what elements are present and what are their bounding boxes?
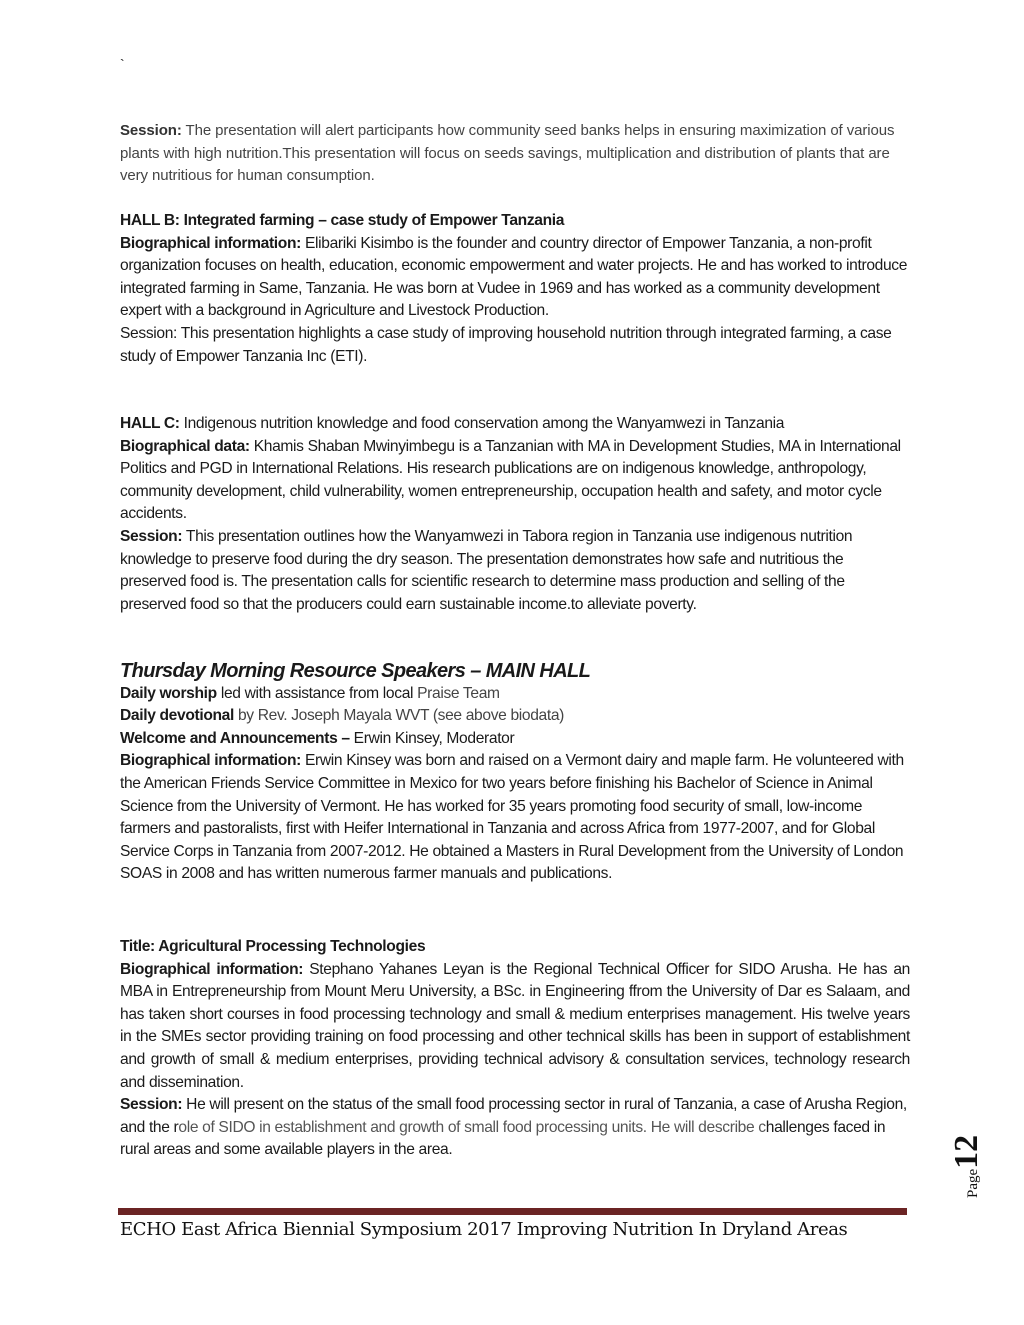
hall-c-session xyxy=(120,526,910,616)
heading-label: HALL C: xyxy=(120,415,180,432)
welcome-text: Erwin Kinsey, Moderator xyxy=(349,729,515,747)
bio-text: Khamis Shaban Mwinyimbegu is a Tanzanian with MA in Development Studies, MA in International Politics and PGD in International Relations. His research publications are on indigenous knowledge, anthropology, community development, child vulnerability, women entrepreneurship, occupation health and safety, and motor cycle accidents. xyxy=(120,437,901,523)
session-text: The presentation will alert participants how community seed banks helps in ensuring maximization of various plants with high nutrition.This presentation will focus on seeds savings, multiplication and distribution of plants that are very nutritious for human consumption. xyxy=(120,122,895,185)
hall-b-section xyxy=(120,210,910,368)
devotional-label: Daily devotional xyxy=(120,707,234,725)
hall-c-heading xyxy=(120,413,910,436)
hall-b-heading: HALL B: Integrated farming – case study of Empower Tanzania xyxy=(120,212,565,229)
bio-text: Elibariki Kisimbo is the founder and country director of Empower Tanzania, a non-profit organization focuses on health, education, economic empowerment and water projects. He and has worked to introduce integrated farming in Same, Tanzania. He was born at Vudee in 1969 and has worked as a community development expert with a background in Agriculture and Livestock Production. xyxy=(120,234,908,320)
agri-section xyxy=(120,936,910,1162)
page-number xyxy=(948,1135,986,1198)
daily-worship xyxy=(120,683,910,706)
bio-label: Biographical information: xyxy=(120,752,301,770)
session-text-1: He will present on the status of the small food processing sector in rural of Tanzania, a case of Arusha Region, and the r xyxy=(120,1096,907,1136)
session-text-3: hallenges faced in rural areas and some available players in the area. xyxy=(120,1118,886,1159)
hall-b-session: Session: This presentation highlights a case study of improving household nutrition through integrated farming, a case study of Empower Tanzania Inc (ETI). xyxy=(120,324,892,365)
thursday-section xyxy=(120,660,910,886)
footer-divider xyxy=(118,1208,907,1215)
hall-c-section xyxy=(120,413,910,616)
bio-label: Biographical information: xyxy=(120,234,301,252)
worship-label: Daily worship xyxy=(120,684,217,702)
leyan-bio xyxy=(120,959,910,1095)
hall-c-bio xyxy=(120,436,910,526)
welcome xyxy=(120,728,910,751)
session-label: Session: xyxy=(120,122,182,139)
session-text: This presentation outlines how the Wanyamwezi in Tabora region in Tanzania use indigenous nutrition knowledge to preserve food during the dry season. The presentation demonstrates how safe and nutritious the preserved food is. The presentation calls for scientific research to determine mass production and selling of the preserved food so that the producers could earn sustainable income.to alleviate poverty. xyxy=(120,527,853,613)
stray-mark: ` xyxy=(120,56,125,72)
kinsey-bio xyxy=(120,750,910,886)
worship-team: Praise Team xyxy=(413,684,500,702)
bio-label: Biographical data: xyxy=(120,437,250,455)
agri-title: Title: Agricultural Processing Technologies xyxy=(120,938,426,955)
daily-devotional xyxy=(120,705,910,728)
worship-text: led with assistance from local xyxy=(216,684,414,702)
bio-label: Biographical information: xyxy=(120,960,304,978)
session-text-2: ole of SIDO in establishment and growth of small food processing units. He will describe c xyxy=(178,1118,766,1136)
session-seed-banks xyxy=(120,120,910,188)
page-number-value: 12 xyxy=(948,1134,985,1169)
bio-text: Erwin Kinsey was born and raised on a Vermont dairy and maple farm. He volunteered with the American Friends Service Committee in Mexico for two years before finishing his Bachelor of Science in Animal Science from the University of Vermont. He has worked for 35 years promoting food security of small, low-income farmers and pastoralists, first with Heifer International in Tanzania and across Africa from 1977-2007, and for Global Service Corps in Tanzania from 2007-2012. He obtained a Masters in Rural Development from the University of London SOAS in 2008 and has written numerous farmer manuals and publications. xyxy=(120,752,904,883)
devotional-text: by Rev. Joseph Mayala WVT (see above biodata) xyxy=(233,707,565,725)
bio-text: Stephano Yahanes Leyan is the Regional Technical Officer for SIDO Arusha. He has an MBA in Entrepreneurship from Mount Meru University, a BSc. in Engineering ffrom the University of Dar es Salaam, and has taken short courses in food processing technology and small & medium enterprises management. His twelve years in the SMEs sector providing training on food processing and other technical skills has been in support of establishment and growth of small & medium enterprises, providing technical advisory & consultation services, technology research and dissemination. xyxy=(120,960,910,1091)
welcome-label: Welcome and Announcements – xyxy=(120,729,350,747)
page-label: Page xyxy=(965,1168,981,1198)
session-label: Session: xyxy=(120,527,183,545)
section-title: Thursday Morning Resource Speakers – MAIN HALL xyxy=(120,660,591,682)
session-label: Session: xyxy=(120,1096,183,1114)
footer-title: ECHO East Africa Biennial Symposium 2017 Improving Nutrition In Dryland Areas xyxy=(120,1219,848,1240)
hall-b-bio xyxy=(120,233,910,323)
agri-session xyxy=(120,1094,910,1162)
heading-text: Indigenous nutrition knowledge and food conservation among the Wanyamwezi in Tanzania xyxy=(179,415,785,432)
